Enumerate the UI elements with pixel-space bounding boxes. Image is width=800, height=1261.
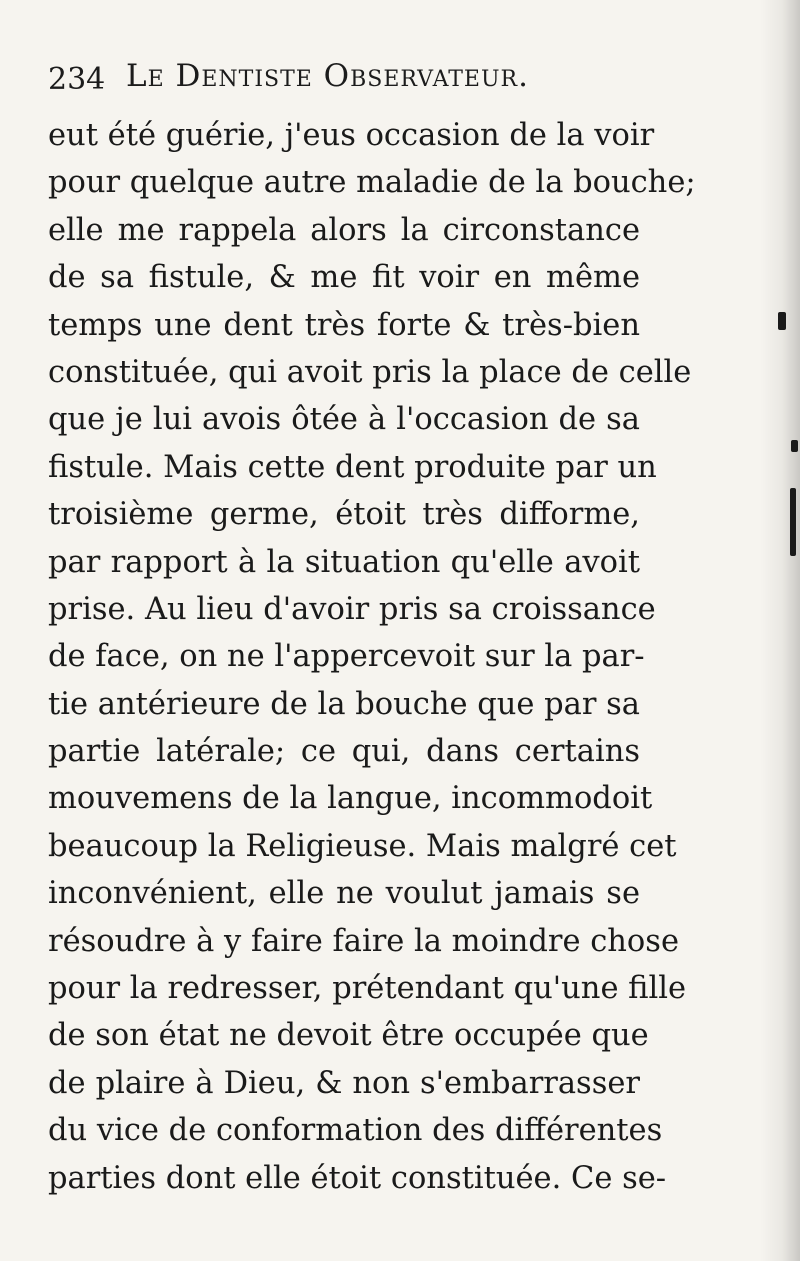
text-line: pour quelque autre maladie de la bouche;: [48, 165, 696, 201]
text-line: parties dont elle étoit constituée. Ce se-: [48, 1160, 667, 1196]
page-header: [48, 58, 608, 108]
text-line: du vice de conformation des différentes: [48, 1113, 663, 1149]
text-line: inconvénient, elle ne voulut jamais se: [48, 876, 640, 912]
text-line: résoudre à y faire faire la moindre chose: [48, 923, 679, 959]
text-line: troisième germe, étoit très difforme,: [48, 497, 640, 533]
text-line: par rapport à la situation qu'elle avoit: [48, 544, 640, 580]
text-line: elle me rappela alors la circonstance: [48, 212, 640, 248]
edge-ink-mark: [791, 440, 798, 452]
text-line: partie latérale; ce qui, dans certains: [48, 734, 640, 770]
edge-ink-mark: [778, 312, 786, 330]
text-line: mouvemens de la langue, incommodoit: [48, 781, 653, 817]
running-title: Le Dentiste Observateur.: [126, 58, 529, 94]
text-line: beaucoup la Religieuse. Mais malgré cet: [48, 828, 677, 864]
text-line: temps une dent très forte & très-bien: [48, 307, 640, 343]
body-text: [48, 112, 696, 1202]
page-number: 234: [48, 62, 106, 97]
page-gutter-shadow: [760, 0, 800, 1261]
text-line: pour la redresser, prétendant qu'une fille: [48, 971, 687, 1007]
text-line: eut été guérie, j'eus occasion de la voir: [48, 118, 655, 153]
text-line: fistule. Mais cette dent produite par un: [48, 449, 657, 485]
text-line: de son état ne devoit être occupée que: [48, 1018, 649, 1054]
edge-ink-mark: [790, 488, 796, 556]
text-line: de plaire à Dieu, & non s'embarrasser: [48, 1065, 640, 1101]
text-line: de sa fistule, & me fit voir en même: [48, 260, 640, 296]
text-line: tie antérieure de la bouche que par sa: [48, 686, 640, 722]
text-line: prise. Au lieu d'avoir pris sa croissance: [48, 591, 656, 627]
text-line: constituée, qui avoit pris la place de celle: [48, 354, 692, 390]
text-line: de face, on ne l'appercevoit sur la par-: [48, 639, 645, 675]
text-line: que je lui avois ôtée à l'occasion de sa: [48, 402, 640, 438]
